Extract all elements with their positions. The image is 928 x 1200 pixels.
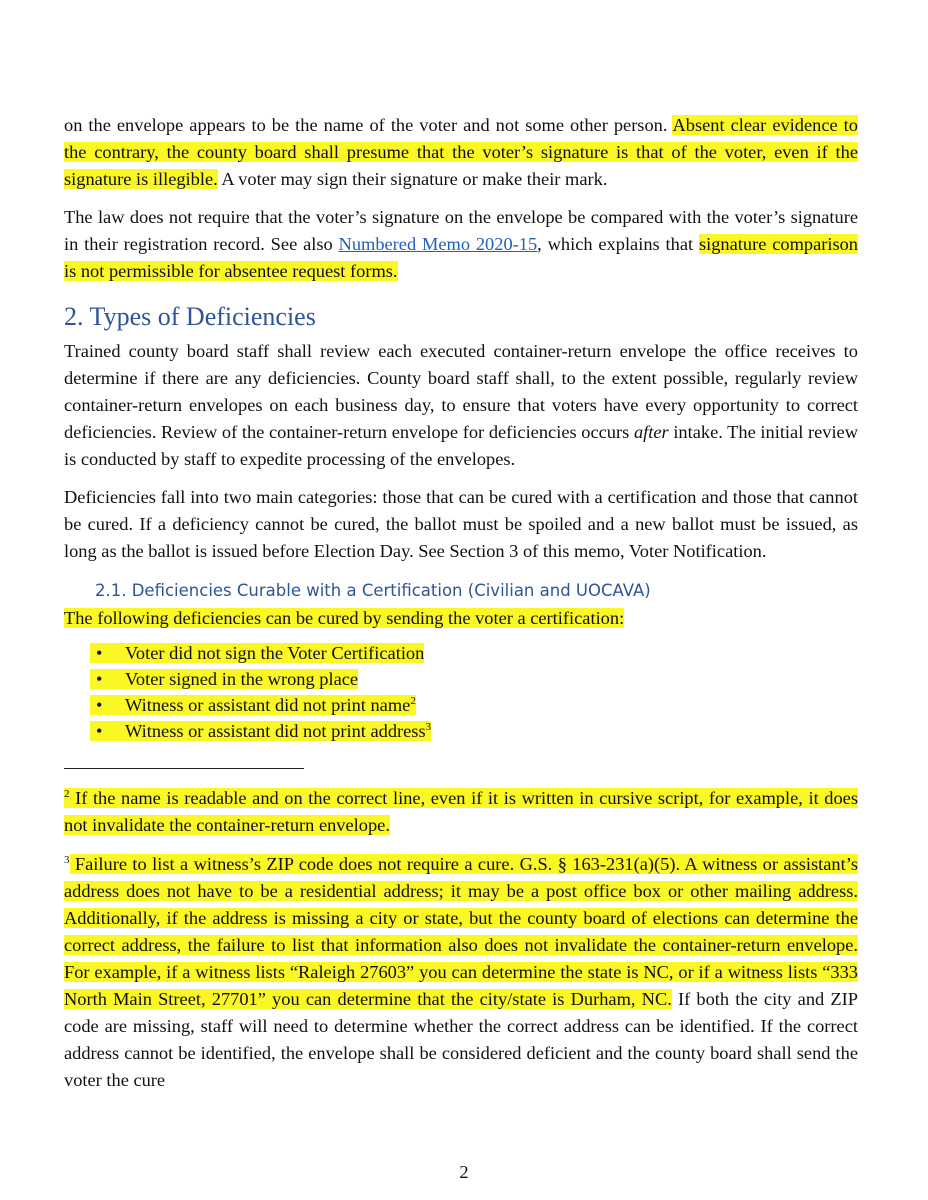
bullet-icon: •	[96, 669, 103, 689]
footnote-2-text: If the name is readable and on the correct line, even if it is written in cursive script, for example, it does not invalidate the container-return envelope.	[64, 788, 858, 835]
footnote-3-text: If both the city and ZIP code are missing, staff will need to determine whether the correct address can be identified. If the correct address cannot be identified, the envelope shall be considered deficient and the county board shall send the voter the cure	[64, 989, 858, 1090]
paragraph-signature-comparison	[64, 204, 858, 285]
paragraph-curable-intro	[64, 605, 858, 632]
para1-text: on the envelope appears to be the name of the voter and not some other person.	[64, 115, 673, 135]
list-item	[64, 692, 858, 718]
section-heading-types-of-deficiencies: 2. Types of Deficiencies	[64, 302, 316, 331]
bullet-icon: •	[96, 721, 103, 741]
list-item	[64, 666, 858, 692]
footnote-ref-3[interactable]: 3	[425, 720, 432, 733]
page-number: 2	[459, 1162, 469, 1182]
deficiency-list	[64, 640, 858, 744]
para1-text-end: A voter may sign their signature or make their mark.	[217, 169, 608, 189]
para3-text: Trained county board staff shall review each executed container-return envelope the office receives to determine if there are any deficiencies. County board staff shall, to the extent possible, regularly review container-return envelopes on each business day, to ensure that voters have every opportunity to correct deficiencies. Review of the container-return envelope for deficiencies occurs	[64, 341, 858, 442]
subsection-heading-curable-deficiencies: 2.1. Deficiencies Curable with a Certification (Civilian and UOCAVA)	[95, 581, 651, 600]
bullet-icon: •	[96, 643, 103, 663]
paragraph-review-process	[64, 338, 858, 473]
paragraph-signature-presumption	[64, 112, 858, 193]
list-item	[64, 640, 858, 666]
para3-text-end: intake. The initial review is conducted by staff to expedite processing of the envelopes.	[64, 422, 858, 469]
document-page	[64, 112, 858, 1094]
numbered-memo-link[interactable]: Numbered Memo 2020-15	[338, 234, 538, 254]
footnote-ref-2[interactable]: 2	[410, 694, 416, 707]
footnote-3-number: 3	[64, 853, 70, 866]
footnote-2-number: 2	[64, 787, 70, 800]
footnote-3	[64, 851, 858, 1094]
footnote-divider	[64, 768, 304, 769]
list-item-text: Witness or assistant did not print name	[125, 695, 411, 715]
list-item	[64, 718, 858, 744]
footnote-2	[64, 785, 858, 839]
list-item-text: Witness or assistant did not print address	[125, 721, 426, 741]
footnote-3-highlight: Failure to list a witness’s ZIP code does not require a cure. G.S. § 163-231(a)(5). A witness or assistant’s address does not have to be a residential address; it may be a post office box or other mailing address. Additionally, if the address is missing a city or state, but the county board of elections can determine the correct address, the failure to list that information also does not invalidate the container-return envelope. For example, if a witness lists “Raleigh 27603” you can determine the state is NC, or if a witness lists “333 North Main Street, 27701” you can determine that the city/state is Durham, NC.	[64, 854, 858, 1009]
intro-highlight: The following deficiencies can be cured by sending the voter a certification:	[64, 608, 625, 628]
list-item-text: Voter did not sign the Voter Certification	[125, 643, 425, 663]
paragraph-deficiency-categories: Deficiencies fall into two main categories: those that can be cured with a certification and those that cannot be cured. If a deficiency cannot be cured, the ballot must be spoiled and a new ballot must be issued, as long as the ballot is issued before Election Day. See Section 3 of this memo, Voter Notification.	[64, 487, 858, 561]
para2-text-mid: , which explains that	[537, 234, 699, 254]
para2-highlight: signature comparison is not permissible for absentee request forms.	[64, 234, 859, 281]
list-item-text: Voter signed in the wrong place	[125, 669, 359, 689]
para3-italic: after	[633, 422, 669, 442]
bullet-icon: •	[96, 695, 103, 715]
para1-highlight: Absent clear evidence to the contrary, the county board shall presume that the voter’s signature is that of the voter, even if the signature is illegible.	[64, 115, 858, 189]
para2-text: The law does not require that the voter’s signature on the envelope be compared with the voter’s signature in their registration record. See also	[64, 207, 858, 254]
